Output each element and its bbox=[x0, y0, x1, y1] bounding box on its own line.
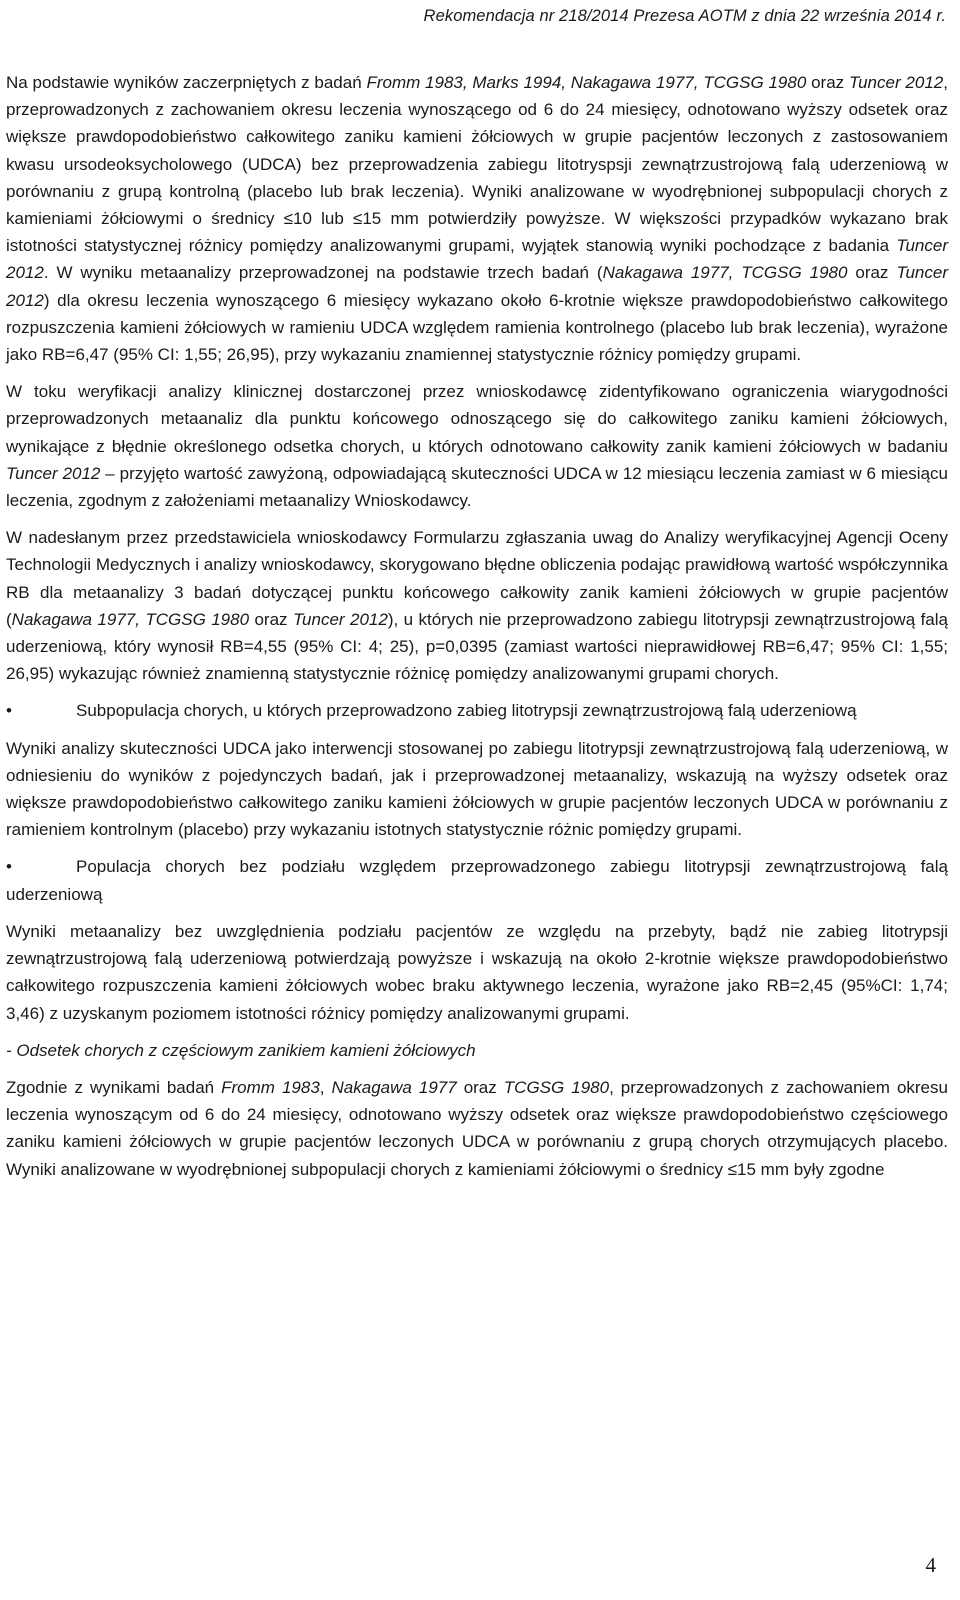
bullet-text: Populacja chorych bez podziału względem przeprowadzonego zabiegu litotrypsji zewnątrzustrojową falą uderzeniową bbox=[6, 857, 948, 904]
citation-italic: Fromm 1983 bbox=[221, 1077, 320, 1097]
citation-italic: Tuncer 2012 bbox=[6, 463, 101, 483]
bullet-mark: • bbox=[6, 857, 12, 877]
text-run: , przeprowadzonych z zachowaniem okresu leczenia wynoszącego od 6 do 24 miesięcy, odnotowano wyższy odsetek oraz większe prawdopodobieństwo całkowitego zaniku kamieni żółciowych w grupie pacjentów leczonych z zastosowaniem kwasu ursodeoksycholowego (UDCA) bez przeprowadzenia zabiegu litotryspsji zewnątrzustrojową falą uderzeniową w porównaniu z grupą kontrolną (placebo lub brak leczenia). Wyniki analizowane w wyodrębnionej subpopulacji chorych z kamieniami żółciowymi o średnicy ≤10 lub ≤15 mm potwierdziły powyższe. W większości przypadków wykazano brak istotności statystycznej różnicy pomiędzy analizowanymi grupami, wyjątek stanowią wyniki pochodzące z badania bbox=[6, 73, 948, 256]
text-run: – przyjęto wartość zawyżoną, odpowiadającą skuteczności UDCA w 12 miesiącu leczenia zamiast w 6 miesiącu leczenia, zgodnym z założeniami metaanalizy Wnioskodawcy. bbox=[6, 463, 948, 511]
paragraph-metaanalysis-no-split: Wyniki metaanalizy bez uwzględnienia podziału pacjentów ze względu na przebyty, bądź nie zabieg litotrypsji zewnątrzustrojową falą uderzeniową potwierdzają powyższe i wskazują na około 2-krotnie większe prawdopodobieństwo całkowitego rozpuszczenia kamieni żółciowych wobec braku aktywnego leczenia, wyrażone jako RB=2,45 (95%CI: 1,74; 3,46) z uzyskanym poziomem istotności różnicy pomiędzy analizowanymi grupami. bbox=[6, 921, 948, 1023]
bullet-text: Subpopulacja chorych, u których przeprowadzono zabieg litotrypsji zewnątrzustrojową falą uderzeniową bbox=[76, 701, 857, 721]
text-run: . W wyniku metaanalizy przeprowadzonej na podstawie trzech badań ( bbox=[43, 263, 603, 283]
document-body bbox=[6, 69, 948, 1193]
paragraph-partial-dissolution bbox=[6, 1074, 948, 1183]
text-run: , bbox=[319, 1077, 332, 1097]
paragraph-after-lithotripsy: Wyniki analizy skuteczności UDCA jako interwencji stosowanej po zabiegu litotrypsji zewnątrzustrojową falą uderzeniową, w odniesieniu do wyników z pojedynczych badań, jak i przeprowadzonej metaanalizy, wskazują na wyższy odsetek oraz większe prawdopodobieństwo całkowitego zaniku kamieni żółciowych w grupie pacjentów leczonych UDCA w porównaniu z ramieniem kontrolnym (placebo) przy wykazaniu istotnych statystycznie różnic pomiędzy grupami. bbox=[6, 738, 948, 840]
citation-italic: Nakagawa 1977, TCGSG 1980 bbox=[11, 609, 250, 629]
bullet-population-no-split bbox=[6, 853, 948, 907]
text-run: Zgodnie z wynikami badań bbox=[6, 1077, 222, 1097]
page-header: Rekomendacja nr 218/2014 Prezesa AOTM z dnia 22 września 2014 r. bbox=[423, 7, 946, 25]
bullet-mark: • bbox=[6, 701, 12, 721]
subheading-partial-dissolution: - Odsetek chorych z częściowym zanikiem kamieni żółciowych bbox=[6, 1040, 476, 1060]
text-run: oraz bbox=[806, 73, 849, 92]
citation-italic: Tuncer 2012 bbox=[6, 236, 948, 283]
text-run: oraz bbox=[847, 263, 897, 283]
bullet-subpopulation-lithotripsy bbox=[6, 697, 948, 724]
citation-italic: Nakagawa 1977, TCGSG 1980 bbox=[602, 263, 848, 283]
citation-italic: TCGSG 1980 bbox=[503, 1077, 610, 1097]
citation-italic: Tuncer 2012 bbox=[6, 263, 948, 310]
paragraph-verification-limitations bbox=[6, 378, 948, 514]
text-run: W toku weryfikacji analizy klinicznej dostarczonej przez wnioskodawcę zidentyfikowano ograniczenia wiarygodności przeprowadzonych metaanaliz dla punktu końcowego odnoszącego się do całkowitego zaniku kamieni żółciowych, wynikające z błędnie określonego odsetka chorych, u których odnotowano całkowity zanik kamieni żółciowych w badaniu bbox=[6, 382, 948, 456]
citation-italic: Nakagawa 1977 bbox=[331, 1077, 457, 1097]
text-run: ) dla okresu leczenia wynoszącego 6 miesięcy wykazano około 6-krotnie większe prawdopodobieństwo całkowitego rozpuszczenia kamieni żółciowych w ramieniu UDCA względem ramienia kontrolnego (placebo lub brak leczenia), wyrażone jako RB=6,47 (95% CI: 1,55; 26,95), przy wykazaniu znamiennej statystycznie różnicy pomiędzy grupami. bbox=[6, 290, 948, 365]
text-run: W nadesłanym przez przedstawiciela wnioskodawcy Formularzu zgłaszania uwag do Analizy weryfikacyjnej Agencji Oceny Technologii Medycznych i analizy wnioskodawcy, skorygowano błędne obliczenia podając prawidłową wartość współczynnika RB dla metaanalizy 3 badań dotyczącej punktu końcowego całkowity zanik kamieni żółciowych w grupie pacjentów ( bbox=[6, 528, 948, 629]
citation-italic: Tuncer 2012 bbox=[848, 73, 944, 92]
text-run: oraz bbox=[249, 609, 293, 629]
paragraph-results-udca bbox=[6, 69, 948, 368]
page-number: 4 bbox=[925, 1553, 936, 1577]
text-run: ), u których nie przeprowadzono zabiegu litotrypsji zewnątrzustrojową falą uderzeniową, który wynosił RB=4,55 (95% CI: 4; 25), p=0,0395 (zamiast wartości nieprawidłowej RB=6,47; 95% CI: 1,55; 26,95) wykazując również znamienną statystycznie różnicę pomiędzy analizowanymi grupami chorych. bbox=[6, 609, 948, 684]
citation-italic: Fromm 1983, Marks 1994, Nakagawa 1977, TCGSG 1980 bbox=[366, 73, 807, 92]
text-run: oraz bbox=[456, 1077, 504, 1097]
text-run: , przeprowadzonych z zachowaniem okresu leczenia wynoszącym od 6 do 24 miesięcy, odnotowano wyższy odsetek oraz większe prawdopodobieństwo częściowego zaniku kamieni żółciowych w grupie pacjentów leczonych UDCA w porównaniu z grupą chorych otrzymujących placebo. Wyniki analizowane w wyodrębnionej subpopulacji chorych z kamieniami żółciowymi o średnicy ≤15 mm były zgodne bbox=[6, 1077, 948, 1179]
text-run: Na podstawie wyników zaczerpniętych z badań bbox=[6, 73, 367, 92]
citation-italic: Tuncer 2012 bbox=[292, 609, 388, 629]
paragraph-corrected-calculation bbox=[6, 524, 948, 687]
